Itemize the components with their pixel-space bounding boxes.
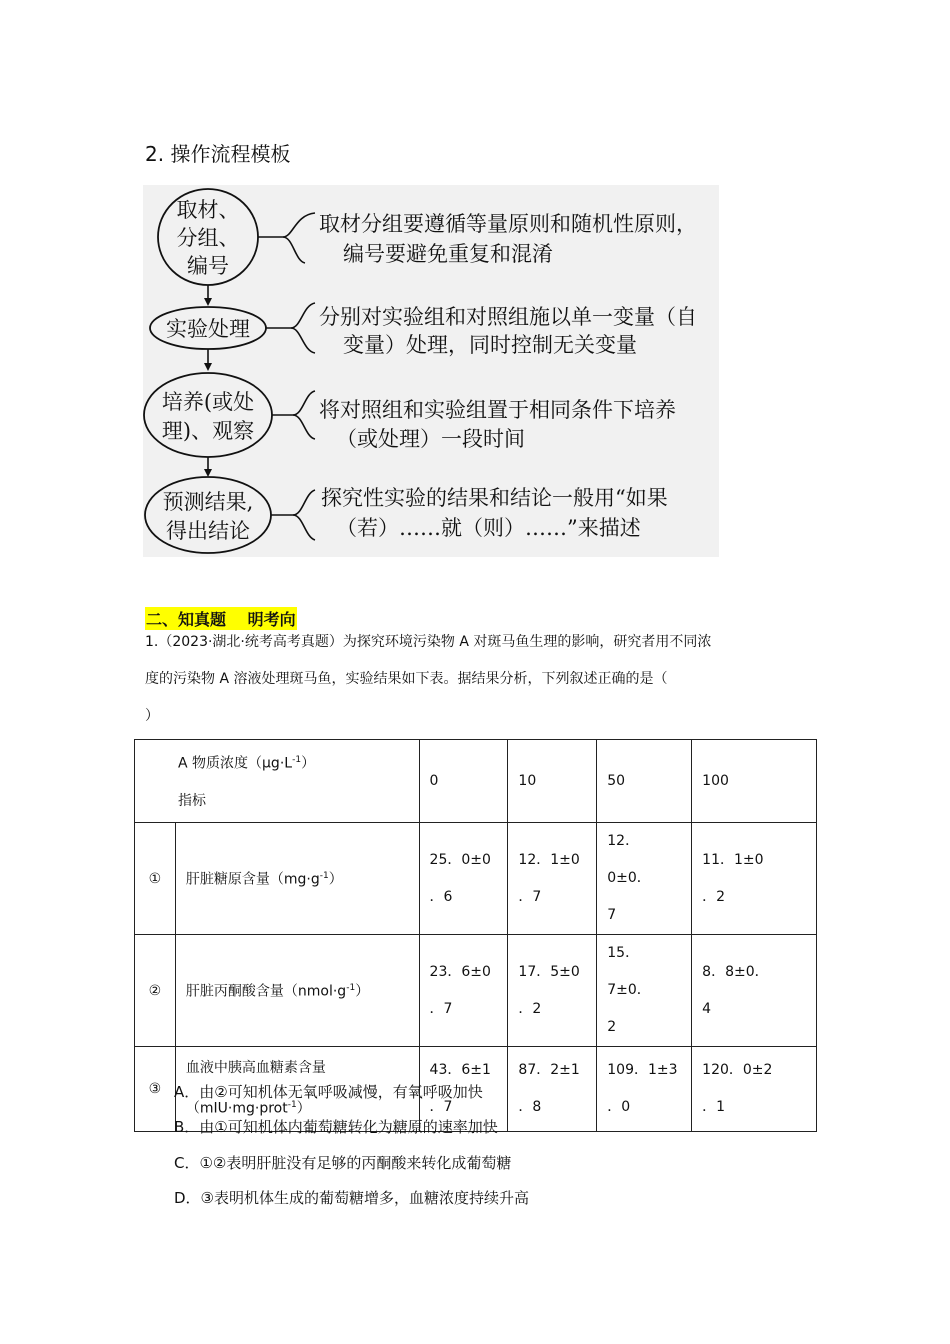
flow-step-2-desc-2: 变量）处理，同时控制无关变量: [343, 333, 637, 357]
option-d[interactable]: D．③表明机体生成的葡萄糖增多，血糖浓度持续升高: [174, 1189, 529, 1207]
flow-step-3-line-2: 理)、观察: [161, 419, 255, 443]
question-line-1: 1.（2023·湖北·统考高考真题）为探究环境污染物 A 对斑马鱼生理的影响，研究者用不同浓: [145, 634, 712, 650]
flow-brace-1: [283, 213, 315, 237]
table-row: [135, 823, 817, 935]
table-header-row: [135, 740, 817, 823]
table-cell: 23．6±0 ．7: [419, 935, 508, 1047]
row-label: 肝脏丙酮酸含量$(nmol\cdot g^{-1})$: [175, 935, 419, 1047]
row-number: ②: [135, 935, 176, 1047]
flow-step-3-desc-1: 将对照组和实验组置于相同条件下培养: [319, 398, 676, 422]
row-number: ①: [135, 823, 176, 935]
header-conc-0: 0: [419, 740, 508, 823]
flow-brace-4: [293, 490, 315, 515]
results-table: [134, 739, 817, 1132]
header-concentration-sup: -1: [292, 755, 302, 766]
table-cell: 43．6±1 ．7: [419, 1047, 508, 1132]
header-concentration-end: ）: [301, 755, 316, 772]
flow-step-1-desc-1: 取材分组要遵循等量原则和随机性原则，: [319, 212, 697, 236]
table-cell: 120．0±2 ．1: [692, 1047, 817, 1132]
row-label: 血液中胰高血糖素含量 （mIU·mg·prot$^{-1}$）: [175, 1047, 419, 1132]
table-cell: 87．2±1 ．8: [508, 1047, 597, 1132]
flow-step-2-desc-1: 分别对实验组和对照组施以单一变量（自: [319, 305, 697, 329]
option-a[interactable]: A．由②可知机体无氧呼吸减慢，有氧呼吸加快: [174, 1083, 483, 1101]
table-cell: 8．8±0． 4: [692, 935, 817, 1047]
flow-step-3-line-1: 培养(或处: [161, 390, 255, 414]
table-cell: 109．1±3 ．0: [597, 1047, 692, 1132]
table-cell: 12．1±0 ．7: [508, 823, 597, 935]
flow-step-3-desc-2: （或处理）一段时间: [336, 427, 525, 451]
header-conc-10: 10: [508, 740, 597, 823]
flow-step-4-line-2: 得出结论: [166, 519, 250, 543]
header-conc-50: 50: [597, 740, 692, 823]
table-cell: 11．1±0 ．2: [692, 823, 817, 935]
flow-brace-2: [291, 303, 315, 328]
section-heading: 2. 操作流程模板: [145, 142, 291, 166]
row-label: 肝脏糖原含量$(mg\cdot g^{-1})$: [175, 823, 419, 935]
flow-step-4-line-1: 预测结果,: [162, 490, 254, 514]
flow-step-1-line-1: 取材、: [176, 198, 240, 222]
flow-chart-figure: [143, 185, 719, 557]
option-b[interactable]: B．由①可知机体内葡萄糖转化为糖原的速率加快: [174, 1118, 498, 1136]
option-c[interactable]: C．①②表明肝脏没有足够的丙酮酸来转化成葡萄糖: [174, 1154, 512, 1172]
flow-step-1-line-2: 分组、: [176, 226, 240, 250]
flow-step-3-ellipse: [144, 373, 272, 457]
header-conc-100: 100: [692, 740, 817, 823]
flow-step-1-line-3: 编号: [187, 254, 229, 278]
table-cell: 15．7±0． 2: [597, 935, 692, 1047]
flow-brace-3: [293, 391, 315, 415]
flow-step-4-desc-1: 探究性实验的结果和结论一般用“如果: [321, 486, 668, 510]
question-line-2: 度的污染物 A 溶液处理斑马鱼，实验结果如下表。据结果分析，下列叙述正确的是（: [145, 671, 668, 687]
flow-step-1-desc-2: 编号要避免重复和混淆: [343, 242, 553, 266]
table-cell: 25．0±0 ．6: [419, 823, 508, 935]
flow-chart-svg: [143, 185, 719, 557]
flow-step-2-line-1: 实验处理: [166, 317, 250, 341]
table-cell: 12．0±0． 7: [597, 823, 692, 935]
header-concentration-label: A 物质浓度（μg·L: [178, 755, 293, 772]
table-cell: 17．5±0 ．2: [508, 935, 597, 1047]
table-header-corner: [135, 740, 420, 823]
header-index-label: 指标: [178, 792, 206, 809]
row-number: ③: [135, 1047, 176, 1132]
section-title: 二、知真题 明考向: [145, 607, 297, 630]
flow-step-4-desc-2: （若）……就（则）……”来描述: [336, 516, 641, 540]
question-line-3: ）: [145, 708, 159, 724]
table-row: [135, 935, 817, 1047]
